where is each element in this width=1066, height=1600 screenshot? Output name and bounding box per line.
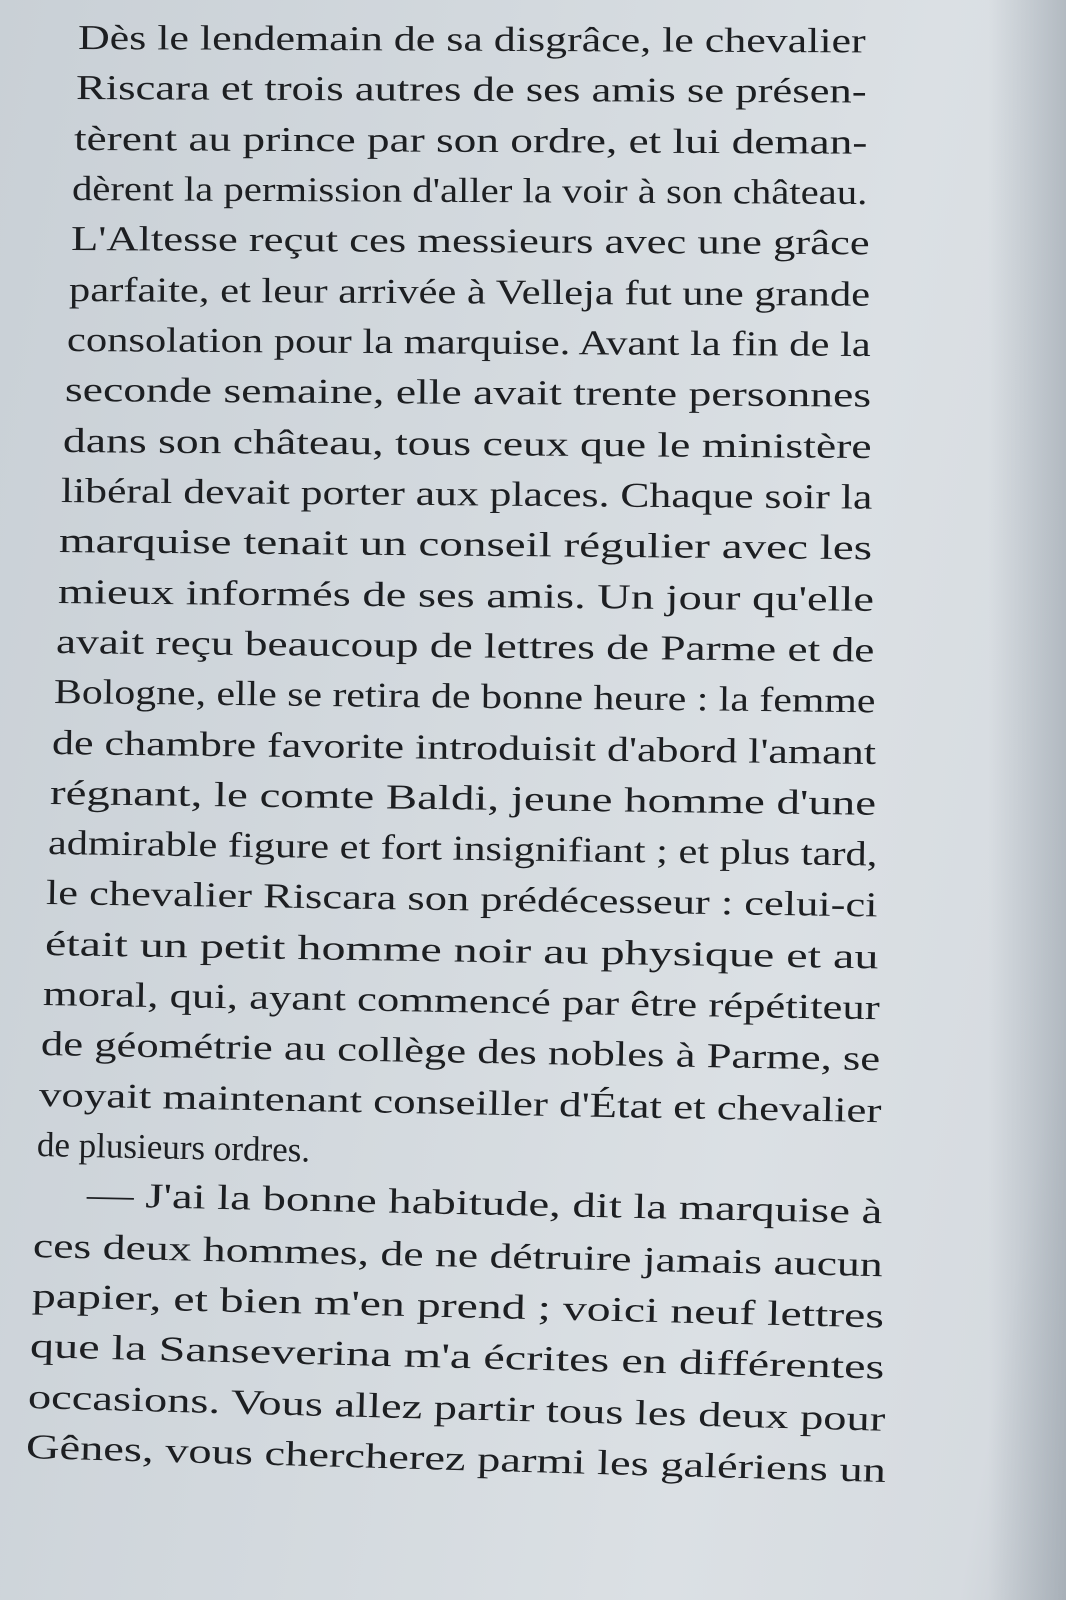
text-line: le chevalier Riscara son prédécesseur : celui-ci: [46, 873, 879, 925]
text-line: régnant, le comte Baldi, jeune homme d'une: [49, 772, 877, 823]
text-line: papier, et bien m'en prend ; voici neuf lettres: [31, 1276, 885, 1336]
text-line: dans son château, tous ceux que le ministère: [62, 420, 872, 466]
text-line: Dès le lendemain de sa disgrâce, le chevalier: [77, 18, 866, 61]
text-line: marquise tenait un conseil régulier avec les: [59, 521, 873, 568]
text-line: de chambre favorite introduisit d'abord l'amant: [51, 722, 877, 772]
text-line: ces deux hommes, de ne détruire jamais aucun: [32, 1225, 884, 1284]
text-line: Gênes, vous chercherez parmi les galériens un: [25, 1427, 887, 1491]
text-line: seconde semaine, elle avait trente personnes: [64, 370, 872, 415]
text-line: tèrent au prince par son ordre, et lui deman-: [74, 118, 868, 162]
text-line: dèrent la permission d'aller la voir à son château.: [72, 168, 868, 212]
text-line: que la Sanseverina m'a écrites en différentes: [29, 1326, 885, 1387]
text-line: occasions. Vous allez partir tous les deux pour: [27, 1376, 886, 1439]
text-line: Bologne, elle se retira de bonne heure : la femme: [53, 672, 876, 721]
text-line: consolation pour la marquise. Avant la fin de la: [66, 319, 871, 364]
text-line: avait reçu beaucoup de lettres de Parme et de: [55, 621, 875, 670]
text-line: était un petit homme noir au physique et au: [44, 923, 879, 977]
text-line: de géométrie au collège des nobles à Parme, se: [40, 1024, 881, 1079]
text-line: admirable figure et fort insignifiant ; et plus tard,: [48, 823, 878, 874]
text-line: mieux informés de ses amis. Un jour qu'elle: [57, 571, 874, 619]
text-line: Riscara et trois autres de ses amis se présen-: [76, 68, 867, 111]
text-line: voyait maintenant conseiller d'État et chevalier: [38, 1074, 882, 1130]
text-line: — J'ai la bonne habitude, dit la marquise à: [86, 1175, 884, 1232]
text-line: moral, qui, ayant commencé par être répétiteur: [42, 974, 880, 1028]
text-line: libéral devait porter aux places. Chaque soir la: [61, 470, 873, 517]
text-line: L'Altesse reçut ces messieurs avec une grâce: [70, 219, 870, 263]
text-line: de plusieurs ordres.: [36, 1125, 311, 1170]
page-shadow: [988, 0, 1066, 1600]
text-line: parfaite, et leur arrivée à Velleja fut une grande: [68, 269, 870, 314]
